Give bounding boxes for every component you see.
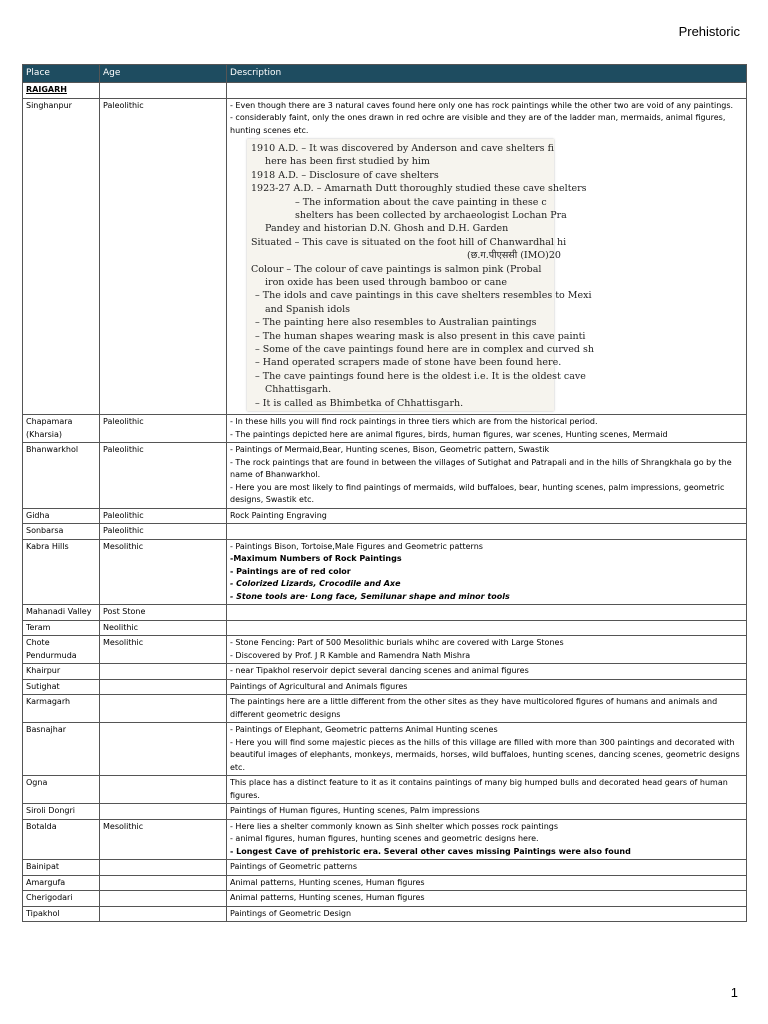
age-cell <box>100 860 227 876</box>
place-cell: Cherigodari <box>23 891 100 907</box>
page-number: 1 <box>730 985 738 1000</box>
description-cell <box>227 776 747 804</box>
age-cell: Paleolithic <box>100 415 227 443</box>
description-cell <box>227 860 747 876</box>
description-cell <box>227 98 747 415</box>
place-cell: Singhanpur <box>23 98 100 415</box>
table-row-khairpur <box>23 664 747 680</box>
scan-text-line: Pandey and historian D.N. Ghosh and D.H. Garden <box>265 223 509 235</box>
place-cell: Sonbarsa <box>23 524 100 540</box>
description-line: Paintings of Human figures, Hunting scenes, Palm impressions <box>230 806 480 815</box>
age-cell: Post Stone <box>100 605 227 621</box>
scan-text-line: – The idols and cave paintings in this cave shelters resembles to Mexi <box>255 290 592 302</box>
description-line: - Even though there are 3 natural caves found here only one has rock paintings while the other two are void of any paintings. <box>230 100 734 110</box>
scan-text-line: (छ.ग.पीएससी (IMO)20 <box>467 250 561 262</box>
description-line <box>230 606 743 619</box>
description-line: - animal figures, human figures, hunting scenes and geometric designs here. <box>230 834 539 843</box>
table-row-amargufa <box>23 875 747 891</box>
table-row-bhanwarkhol <box>23 443 747 509</box>
description-cell <box>227 508 747 524</box>
place-cell: Tipakhol <box>23 906 100 922</box>
description-cell <box>227 664 747 680</box>
place-cell: Kabra Hills <box>23 539 100 605</box>
description-cell <box>227 636 747 664</box>
place-cell: Basnajhar <box>23 723 100 776</box>
place-cell: Sutighat <box>23 679 100 695</box>
table-row-gidha <box>23 508 747 524</box>
scan-text-line: Chhattisgarh. <box>265 384 332 396</box>
description-line: The paintings here are a little different from the other sites as they have multicolored figures of humans and animals and different geometric designs <box>230 697 718 719</box>
age-cell <box>100 891 227 907</box>
place-cell: Amargufa <box>23 875 100 891</box>
table-row-chote-pendurmuda <box>23 636 747 664</box>
scan-text-line: 1923-27 A.D. – Amarnath Dutt thoroughly studied these cave shelters <box>251 183 587 195</box>
scan-text-line: 1910 A.D. – It was discovered by Anderson and cave shelters fi <box>251 143 554 154</box>
description-line: - The rock paintings that are found in between the villages of Sutighat and Patrapali and in the hills of Shrangkhala go by the name of Bhanwarkhol. <box>230 457 732 479</box>
scan-text-line: – Some of the cave paintings found here are in complex and curved sh <box>255 344 594 355</box>
age-cell: Neolithic <box>100 620 227 636</box>
scan-text-line: – It is called as Bhimbetka of Chhattisgarh. <box>255 397 464 409</box>
place-cell: Karmagarh <box>23 695 100 723</box>
place-cell: Mahanadi Valley <box>23 605 100 621</box>
scan-text-line: – The information about the cave painting in these c <box>295 196 547 208</box>
description-cell <box>227 679 747 695</box>
description-cell <box>227 819 747 860</box>
table-row-cherigodari <box>23 891 747 907</box>
description-line: - Colorized Lizards, Crocodile and Axe <box>230 579 401 588</box>
description-cell <box>227 620 747 636</box>
description-line: - Paintings of Elephant, Geometric patterns Animal Hunting scenes <box>230 725 498 734</box>
description-line: This place has a distinct feature to it as it contains paintings of many big humped bulls and decorated head gears of human figures. <box>230 778 728 800</box>
age-cell <box>100 906 227 922</box>
place-cell: Gidha <box>23 508 100 524</box>
column-header-age: Age <box>100 65 227 83</box>
place-cell: Chapamara (Kharsia) <box>23 415 100 443</box>
table-row-mahanadi-valley <box>23 605 747 621</box>
table-row-karmagarh <box>23 695 747 723</box>
place-cell: Bainipat <box>23 860 100 876</box>
age-cell: Paleolithic <box>100 508 227 524</box>
place-cell: Bhanwarkhol <box>23 443 100 509</box>
description-cell <box>227 875 747 891</box>
description-line: -Maximum Numbers of Rock Paintings <box>230 554 402 563</box>
description-cell <box>227 539 747 605</box>
description-line: Paintings of Geometric patterns <box>230 862 358 871</box>
age-cell <box>100 664 227 680</box>
table-row-sutighat <box>23 679 747 695</box>
column-header-place: Place <box>23 65 100 83</box>
description-cell <box>227 723 747 776</box>
scan-text-line: Colour – The colour of cave paintings is salmon pink (Probal <box>251 263 542 275</box>
scan-text-line: – The cave paintings found here is the oldest i.e. It is the oldest cave <box>255 370 586 382</box>
age-cell <box>100 875 227 891</box>
description-line: Animal patterns, Hunting scenes, Human figures <box>230 877 425 887</box>
description-line: - In these hills you will find rock paintings in three tiers which are from the historical period. <box>230 417 598 426</box>
description-line <box>230 622 743 635</box>
description-line: - The paintings depicted here are animal figures, birds, human figures, war scenes, Hunting scenes, Mermaid <box>230 429 668 439</box>
table-row-botalda <box>23 819 747 860</box>
place-cell: Teram <box>23 620 100 636</box>
description-cell <box>227 906 747 922</box>
description-line: - near Tipakhol reservoir depict several dancing scenes and animal figures <box>230 666 529 675</box>
description-line: - Paintings are of red color <box>230 566 351 576</box>
description-line: - Paintings of Mermaid,Bear, Hunting scenes, Bison, Geometric pattern, Swastik <box>230 445 550 454</box>
age-cell <box>100 723 227 776</box>
scan-text-line: – The human shapes wearing mask is also present in this cave painti <box>255 330 586 342</box>
empty-cell <box>227 83 747 99</box>
scan-text-line: Situated – This cave is situated on the foot hill of Chanwardhal hi <box>251 236 567 248</box>
description-cell <box>227 524 747 540</box>
scan-text-line: shelters has been collected by archaeologist Lochan Pra <box>295 210 567 221</box>
table-row-basnajhar <box>23 723 747 776</box>
empty-cell <box>100 83 227 99</box>
age-cell <box>100 679 227 695</box>
scan-text-line: 1918 A.D. – Disclosure of cave shelters <box>251 169 439 181</box>
description-line: - Here you will find some majestic pieces as the hills of this village are filled with more than 300 paintings and decorated with beautiful images of elephants, monkeys, mermaids, horses, wild buffaloes, hunting scenes, dancing scenes, geometric designs etc. <box>230 737 740 772</box>
description-line: - Here lies a shelter commonly known as Sinh shelter which posses rock paintings <box>230 821 559 831</box>
description-cell <box>227 443 747 509</box>
description-cell <box>227 695 747 723</box>
description-line: - Paintings Bison, Tortoise,Male Figures and Geometric patterns <box>230 541 483 551</box>
scanned-book-excerpt <box>247 139 594 411</box>
age-cell: Mesolithic <box>100 636 227 664</box>
scan-text-line: and Spanish idols <box>265 303 351 315</box>
table-body <box>23 83 747 922</box>
description-line: - considerably faint, only the ones drawn in red ochre are visible and they are of the ladder man, mermaids, animal figures, hunting scenes etc. <box>230 113 726 135</box>
place-cell: Botalda <box>23 819 100 860</box>
place-cell: Siroli Dongri <box>23 804 100 820</box>
table-row-tipakhol <box>23 906 747 922</box>
description-line: Paintings of Agricultural and Animals figures <box>230 681 408 691</box>
scan-text-line: – Hand operated scrapers made of stone have been found here. <box>255 357 562 369</box>
description-cell <box>227 891 747 907</box>
description-line: - Here you are most likely to find paintings of mermaids, wild buffaloes, bear, hunting scenes, palm impressions, geometric designs, Swastik etc. <box>230 482 725 504</box>
table-row-chapamara-kharsia <box>23 415 747 443</box>
page-header-title: Prehistoric <box>678 24 740 39</box>
description-line: - Longest Cave of prehistoric era. Several other caves missing Paintings were also found <box>230 846 631 856</box>
scan-text-line: – The painting here also resembles to Australian paintings <box>255 317 537 329</box>
description-cell <box>227 605 747 621</box>
description-line: - Stone tools are· Long face, Semilunar shape and minor tools <box>230 591 510 601</box>
table-row-ogna <box>23 776 747 804</box>
place-cell: Khairpur <box>23 664 100 680</box>
prehistoric-sites-table <box>22 64 747 922</box>
age-cell: Paleolithic <box>100 524 227 540</box>
scan-text-line: iron oxide has been used through bamboo or cane <box>265 277 507 288</box>
age-cell <box>100 776 227 804</box>
column-header-description: Description <box>227 65 747 83</box>
age-cell: Mesolithic <box>100 539 227 605</box>
table-row-kabra-hills <box>23 539 747 605</box>
description-line: Animal patterns, Hunting scenes, Human figures <box>230 893 425 902</box>
description-line: - Stone Fencing: Part of 500 Mesolithic burials whihc are covered with Large Stones <box>230 638 564 647</box>
section-label: RAIGARH <box>23 83 100 99</box>
age-cell: Paleolithic <box>100 443 227 509</box>
table-row-bainipat <box>23 860 747 876</box>
description-line: - Discovered by Prof. J R Kamble and Ramendra Nath Mishra <box>230 650 471 660</box>
table-header-row <box>23 65 747 83</box>
table-row-singhanpur <box>23 98 747 415</box>
place-cell: Ogna <box>23 776 100 804</box>
table-row-siroli-dongri <box>23 804 747 820</box>
place-cell: Chote Pendurmuda <box>23 636 100 664</box>
age-cell <box>100 804 227 820</box>
age-cell: Paleolithic <box>100 98 227 415</box>
description-cell <box>227 415 747 443</box>
description-line: Paintings of Geometric Design <box>230 908 352 918</box>
description-line: Rock Painting Engraving <box>230 510 327 520</box>
age-cell: Mesolithic <box>100 819 227 860</box>
description-cell <box>227 804 747 820</box>
scan-text-line: here has been first studied by him <box>265 156 430 168</box>
table-row-teram <box>23 620 747 636</box>
section-row <box>23 83 747 99</box>
age-cell <box>100 695 227 723</box>
table-row-sonbarsa <box>23 524 747 540</box>
description-line <box>230 525 743 538</box>
